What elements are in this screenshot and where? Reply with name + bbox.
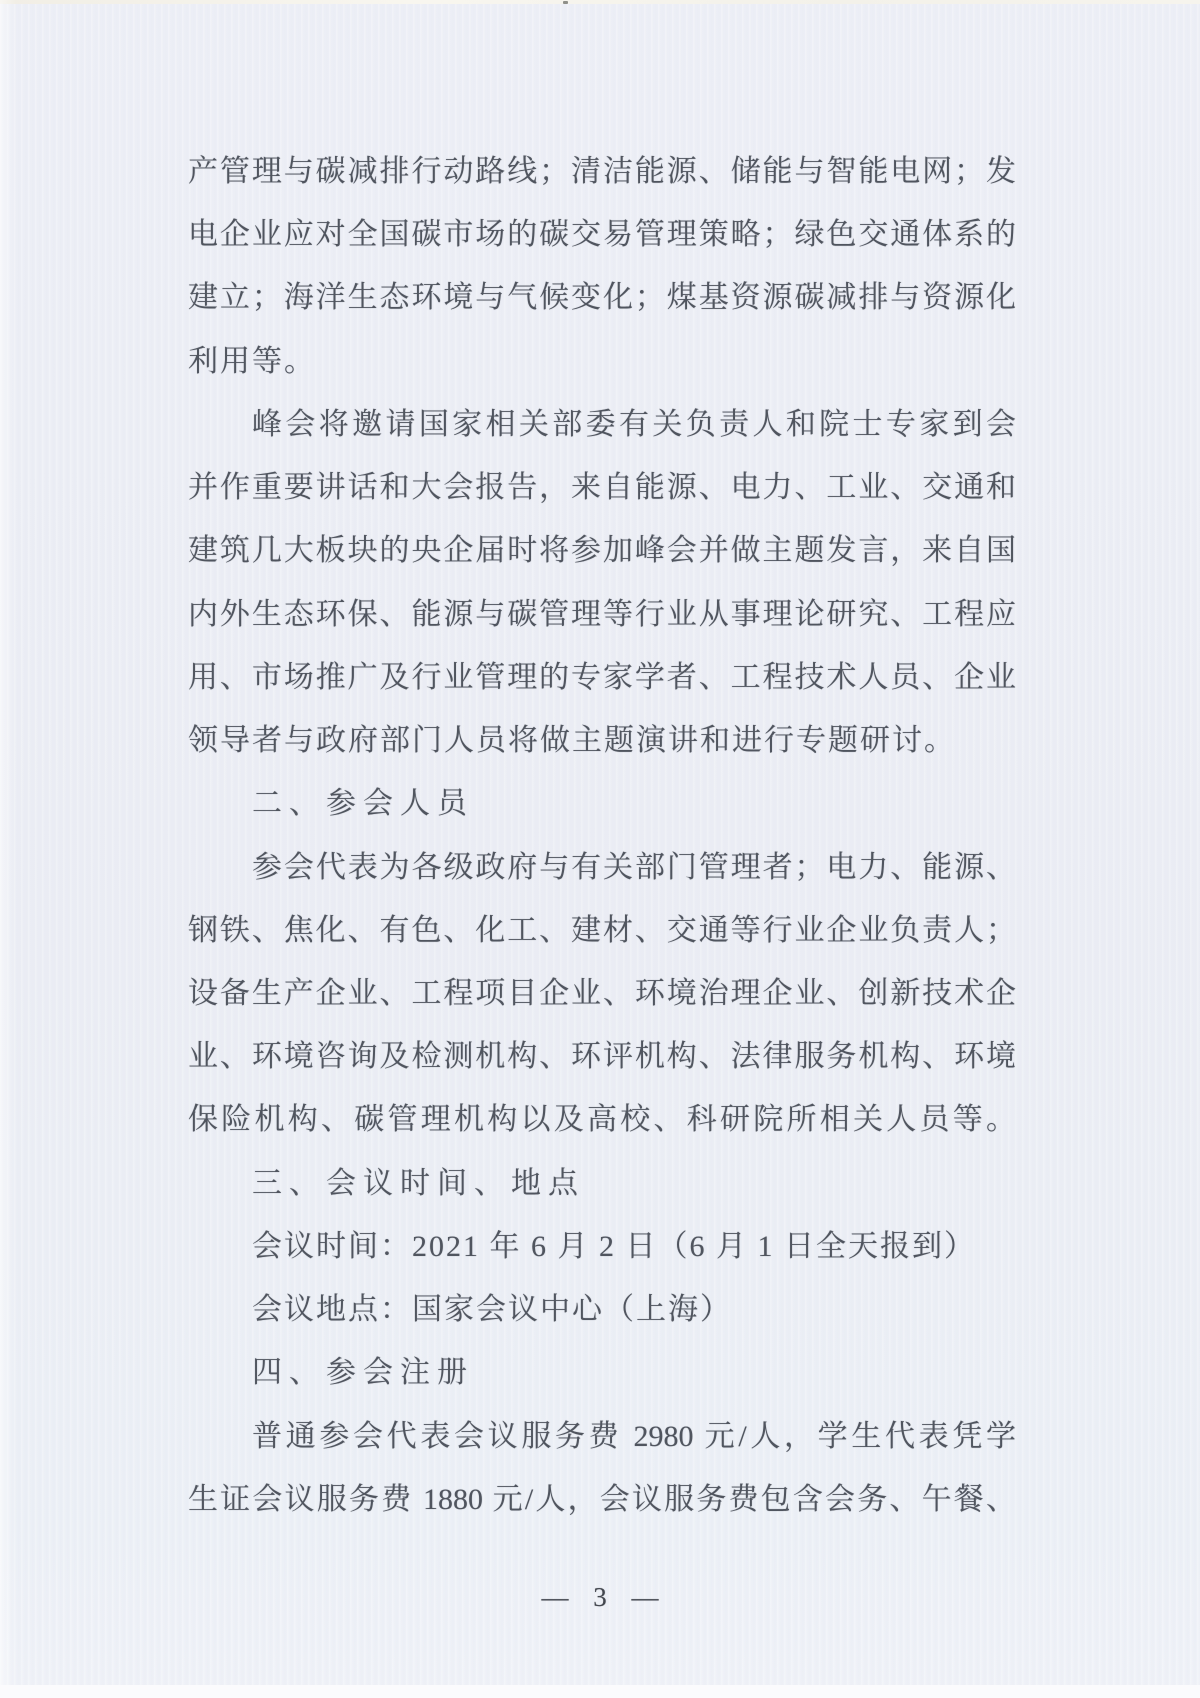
scan-edge-bottom [0,1685,1200,1698]
page-number: — 3 — [541,1582,663,1612]
body-line: 内外生态环保、能源与碳管理等行业从事理论研究、工程应 [188,598,1016,631]
body-line: 并作重要讲话和大会报告，来自能源、电力、工业、交通和 [188,471,1016,504]
body-line: 利用等。 [188,345,316,378]
body-line: 钢铁、焦化、有色、化工、建材、交通等行业企业负责人； [188,914,1016,947]
section-heading-time-place: 三、会议时间、地点 [252,1167,585,1200]
body-line: 业、环境咨询及检测机构、环评机构、法律服务机构、环境 [188,1040,1016,1073]
body-line: 建筑几大板块的央企届时将参加峰会并做主题发言，来自国 [188,534,1016,567]
body-line: 生证会议服务费 1880 元/人，会议服务费包含会务、午餐、 [188,1483,1016,1516]
body-line: 峰会将邀请国家相关部委有关负责人和院士专家到会 [252,408,1016,441]
body-line: 电企业应对全国碳市场的碳交易管理策略；绿色交通体系的 [188,218,1016,251]
scan-speck [563,1,568,4]
body-line: 产管理与碳减排行动路线；清洁能源、储能与智能电网；发 [188,155,1016,188]
scan-edge-left [0,0,16,1698]
section-heading-registration: 四、参会注册 [252,1356,474,1389]
body-line: 领导者与政府部门人员将做主题演讲和进行专题研讨。 [188,724,956,757]
body-line: 用、市场推广及行业管理的专家学者、工程技术人员、企业 [188,661,1016,694]
meeting-time-line: 会议时间：2021 年 6 月 2 日（6 月 1 日全天报到） [252,1230,976,1263]
body-line: 保险机构、碳管理机构以及高校、科研院所相关人员等。 [188,1103,1016,1136]
body-line: 参会代表为各级政府与有关部门管理者；电力、能源、 [252,851,1016,884]
section-heading-participants: 二、参会人员 [252,787,474,820]
body-line: 普通参会代表会议服务费 2980 元/人，学生代表凭学 [252,1420,1016,1453]
body-line: 建立；海洋生态环境与气候变化；煤基资源碳减排与资源化 [188,281,1016,314]
meeting-place-line: 会议地点：国家会议中心（上海） [252,1293,732,1326]
scan-edge-top [0,0,1200,4]
body-line: 设备生产企业、工程项目企业、环境治理企业、创新技术企 [188,977,1016,1010]
